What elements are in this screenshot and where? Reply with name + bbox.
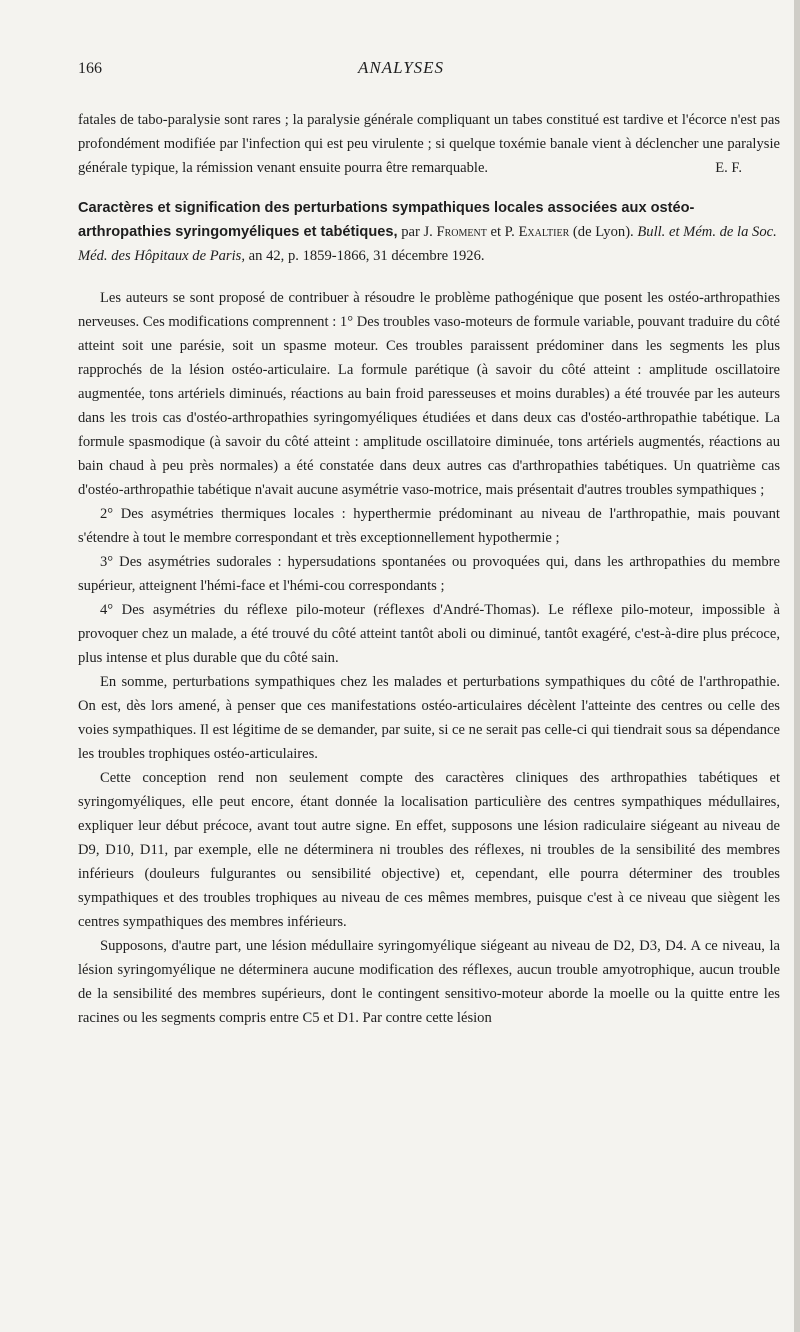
body-paragraph: 3° Des asymétries sudorales : hypersudations spontanées ou provoquées qui, dans les arthropathies du membre supérieur, atteignent l'hémi-face et l'hémi-cou correspondants ; [78,554,780,594]
body-paragraph: Les auteurs se sont proposé de contribuer à résoudre le problème pathogénique que posent les ostéo-arthropathies nerveuses. Ces modifications comprennent : 1° Des troubles vaso-moteurs de formule variable, pouvant traduire du côté atteint soit une parésie, soit un spasme moteur. Ces troubles paraissent prédominer dans les segments les plus rapprochés de la lésion ostéo-articulaire. La formule parétique (à savoir du côté atteint : amplitude oscillatoire augmentée, tons artériels diminués, réactions au bain froid paresseuses et moins durables) a été trouvée par les auteurs dans les trois cas d'ostéo-arthropathies syringomyéliques étudiées et dans deux cas d'ostéo-arthropathie tabétique. La formule spasmodique (à savoir du côté atteint : amplitude oscillatoire diminuée, tons artériels augmentés, réactions au bain chaud à peu près normales) a été constatée dans deux autres cas d'arthropathies tabétiques. Un quatrième cas d'ostéo-arthropathie tabétique n'avait aucune asymétrie vaso-motrice, mais présentait d'autres troubles sympathiques ; [78,290,780,498]
page-header [78,58,780,88]
body-paragraph: 2° Des asymétries thermiques locales : hyperthermie prédominant au niveau de l'arthropathie, mais pouvant s'étendre à tout le membre correspondant et très exceptionnellement hypothermie ; [78,506,780,546]
signature: E. F. [715,160,742,176]
author-froment: Froment [436,224,487,240]
author-initial: P. [504,224,515,240]
author-affiliation: (de Lyon). [572,224,634,240]
article-body [78,286,780,1030]
body-paragraph: Supposons, d'autre part, une lésion médullaire syringomyélique siégeant au niveau de D2, D3, D4. A ce niveau, la lésion syringomyélique ne déterminera aucune modification des réflexes, aucun trouble amyotrophique, aucun trouble de la sensibilité des membres supérieurs, dont le contingent sensitivo-moteur aborde la moelle ou la quitte entre les racines ou les segments compris entre C5 et D1. Par contre cette lésion [78,938,780,1026]
journal-name: Bull. et Mém. de la Soc. Méd. des Hôpitaux de Paris, [78,224,777,264]
body-paragraph: 4° Des asymétries du réflexe pilo-moteur (réflexes d'André-Thomas). Le réflexe pilo-moteur, impossible à provoquer chez un malade, a été trouvé du côté atteint tantôt aboli ou diminué, tantôt exagéré, c'est-à-dire plus précoce, plus intense et plus durable que du côté sain. [78,602,780,666]
article-heading [78,196,780,268]
article-by: par J. [401,224,433,240]
body-paragraph: En somme, perturbations sympathiques chez les malades et perturbations sympathiques du côté de l'arthropathie. On est, dès lors amené, à penser que ces manifestations ostéo-articulaires décèlent l'atteinte des centres ou celle des voies sympathiques. Il est légitime de se demander, par suite, si ce ne serait pas celle-ci qui tiendrait sous sa dépendance les troubles trophiques ostéo-articulaires. [78,674,780,762]
body-paragraph: Cette conception rend non seulement compte des caractères cliniques des arthropathies tabétiques et syringomyéliques, elle peut encore, étant donnée la localisation particulière des centres sympathiques médullaires, expliquer leur début précoce, avant tout autre signe. En effet, supposons une lésion radiculaire siégeant au niveau de D9, D10, D11, par exemple, elle ne déterminera ni troubles des réflexes, ni troubles de la sensibilité des membres inférieurs (douleurs fulgurantes ou sensibilité objective) et, cependant, elle pourra déterminer des troubles sympathiques et des troubles trophiques au niveau de ces mêmes membres, puisque c'est à ce niveau que siègent les centres sympathiques des membres inférieurs. [78,770,780,930]
page-number: 166 [78,60,102,77]
article-title: Caractères et signification des perturbations sympathiques locales associées aux ostéo-arthropathies syringomyéliques et tabétiques, [78,200,695,240]
author-exaltier: Exaltier [518,224,570,240]
author-conjunction: et [490,224,502,240]
previous-article-text: fatales de tabo-paralysie sont rares ; la paralysie générale compliquant un tabes constitué est tardive et l'écorce n'est pas profondément modifiée par l'infection qui est peu virulente ; si quelque toxémie banale vient à déclencher une paralysie générale typique, la rémission venant ensuite pourra être remarquable. [78,112,780,176]
previous-article-ending [78,108,780,180]
page-edge-shadow [794,0,800,1332]
running-title: ANALYSES [358,58,445,77]
citation-details: an 42, p. 1859-1866, 31 décembre 1926. [248,248,485,264]
